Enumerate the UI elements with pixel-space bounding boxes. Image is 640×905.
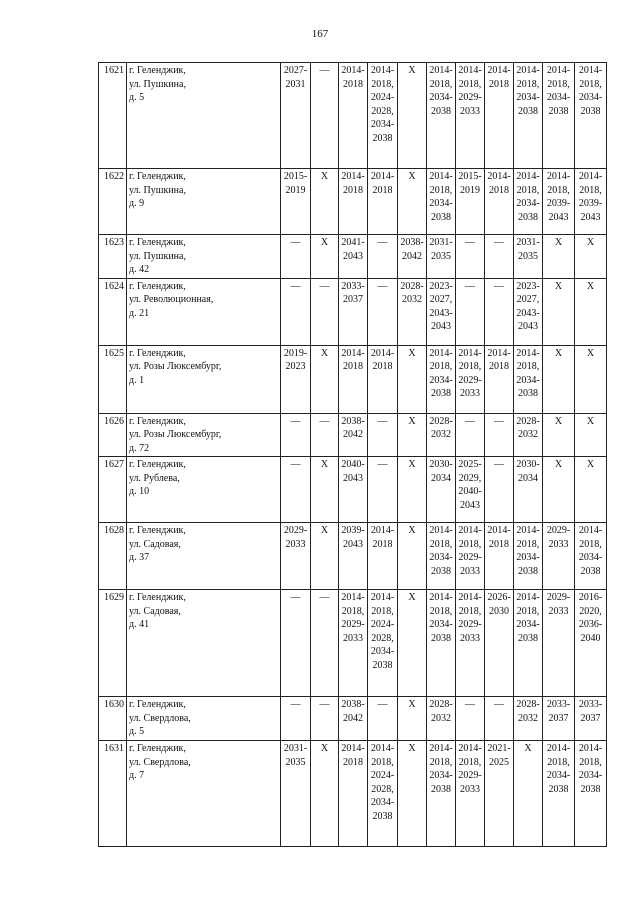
- address-cell: [127, 590, 281, 697]
- address-cell: [127, 413, 281, 457]
- address-line: д. 72: [129, 442, 150, 454]
- period-cell: 2014- 2018: [368, 523, 398, 590]
- period-cell: —: [456, 235, 485, 279]
- period-cell: 2014- 2018: [485, 63, 514, 169]
- period-cell: X: [543, 235, 575, 279]
- period-cell: —: [281, 235, 311, 279]
- period-cell: X: [311, 169, 339, 235]
- address-cell: [127, 63, 281, 169]
- period-cell: —: [456, 278, 485, 345]
- period-cell: X: [398, 590, 427, 697]
- period-cell: 2028- 2032: [427, 697, 456, 741]
- period-cell: 2014- 2018, 2034- 2038: [427, 169, 456, 235]
- period-cell: X: [398, 345, 427, 413]
- period-cell: 2031- 2035: [281, 741, 311, 847]
- period-cell: —: [485, 457, 514, 523]
- period-cell: 2014- 2018, 2034- 2038: [514, 169, 543, 235]
- address-line: ул. Рублева,: [129, 472, 180, 484]
- period-cell: 2030- 2034: [427, 457, 456, 523]
- period-cell: 2014- 2018: [339, 169, 368, 235]
- period-cell: 2030- 2034: [514, 457, 543, 523]
- period-cell: 2014- 2018, 2029- 2033: [456, 523, 485, 590]
- period-cell: 2031- 2035: [514, 235, 543, 279]
- address-line: д. 21: [129, 307, 150, 319]
- period-cell: 2014- 2018: [368, 345, 398, 413]
- period-cell: 2014- 2018, 2034- 2038: [514, 63, 543, 169]
- address-line: ул. Розы Люксембург,: [129, 429, 222, 440]
- address-line: г. Геленджик,: [129, 525, 186, 536]
- period-cell: X: [575, 457, 607, 523]
- table-row: [99, 741, 607, 847]
- period-cell: 2027- 2031: [281, 63, 311, 169]
- period-cell: —: [281, 457, 311, 523]
- period-cell: X: [311, 457, 339, 523]
- period-cell: 2023- 2027, 2043- 2043: [427, 278, 456, 345]
- period-cell: 2038- 2042: [398, 235, 427, 279]
- address-line: д. 42: [129, 264, 150, 275]
- period-cell: X: [575, 235, 607, 279]
- period-cell: —: [281, 413, 311, 457]
- row-number-cell: 1629: [99, 590, 127, 697]
- row-number-cell: 1628: [99, 523, 127, 590]
- address-cell: [127, 741, 281, 847]
- period-cell: 2014- 2018: [339, 741, 368, 847]
- address-line: д. 41: [129, 619, 150, 630]
- address-line: д. 5: [129, 92, 145, 103]
- period-cell: 2014- 2018, 2034- 2038: [543, 741, 575, 847]
- table-row: [99, 457, 607, 523]
- table-row: [99, 413, 607, 457]
- period-cell: X: [575, 345, 607, 413]
- period-cell: 2014- 2018, 2029- 2033: [456, 63, 485, 169]
- row-number-cell: 1626: [99, 413, 127, 457]
- row-number-cell: 1622: [99, 169, 127, 235]
- address-line: ул. Пушкина,: [129, 78, 186, 90]
- page-number: 167: [311, 28, 329, 40]
- period-cell: 2014- 2018, 2034- 2038: [427, 523, 456, 590]
- period-cell: 2014- 2018: [339, 345, 368, 413]
- address-cell: [127, 345, 281, 413]
- address-line: д. 37: [129, 552, 150, 563]
- period-cell: 2014- 2018, 2034- 2038: [514, 345, 543, 413]
- period-cell: —: [281, 697, 311, 741]
- period-cell: X: [398, 741, 427, 847]
- period-cell: —: [456, 697, 485, 741]
- period-cell: 2014- 2018: [368, 169, 398, 235]
- address-cell: [127, 457, 281, 523]
- period-cell: 2014- 2018: [485, 169, 514, 235]
- address-line: ул. Садовая,: [129, 605, 181, 617]
- row-number-cell: 1627: [99, 457, 127, 523]
- row-number-cell: 1621: [99, 63, 127, 169]
- period-cell: 2014- 2018, 2034- 2038: [427, 63, 456, 169]
- period-cell: X: [398, 523, 427, 590]
- period-cell: 2014- 2018, 2024- 2028, 2034- 2038: [368, 590, 398, 697]
- period-cell: 2014- 2018, 2039- 2043: [575, 169, 607, 235]
- period-cell: 2028- 2032: [514, 413, 543, 457]
- period-cell: 2029- 2033: [543, 590, 575, 697]
- address-line: г. Геленджик,: [129, 459, 186, 470]
- period-cell: 2041- 2043: [339, 235, 368, 279]
- row-number-cell: 1631: [99, 741, 127, 847]
- period-cell: 2014- 2018, 2034- 2038: [427, 345, 456, 413]
- period-cell: —: [485, 697, 514, 741]
- period-cell: —: [368, 457, 398, 523]
- period-cell: X: [543, 457, 575, 523]
- period-cell: —: [311, 63, 339, 169]
- period-cell: —: [485, 235, 514, 279]
- address-line: д. 5: [129, 726, 145, 737]
- table-row: [99, 169, 607, 235]
- period-cell: 2014- 2018, 2039- 2043: [543, 169, 575, 235]
- address-line: ул. Садовая,: [129, 538, 181, 550]
- period-cell: 2039- 2043: [339, 523, 368, 590]
- period-cell: X: [398, 413, 427, 457]
- period-cell: 2026- 2030: [485, 590, 514, 697]
- period-cell: 2014- 2018, 2034- 2038: [514, 590, 543, 697]
- period-cell: X: [398, 169, 427, 235]
- period-cell: —: [281, 278, 311, 345]
- period-cell: 2038- 2042: [339, 413, 368, 457]
- table-row: [99, 697, 607, 741]
- address-line: ул. Пушкина,: [129, 250, 186, 262]
- table-row: [99, 235, 607, 279]
- period-cell: —: [485, 278, 514, 345]
- period-cell: X: [514, 741, 543, 847]
- period-cell: 2029- 2033: [281, 523, 311, 590]
- period-cell: 2015- 2019: [456, 169, 485, 235]
- period-cell: 2014- 2018, 2034- 2038: [514, 523, 543, 590]
- period-cell: 2014- 2018, 2034- 2038: [427, 590, 456, 697]
- period-cell: X: [398, 697, 427, 741]
- table-row: [99, 345, 607, 413]
- period-cell: X: [543, 278, 575, 345]
- table-row: [99, 590, 607, 697]
- address-line: г. Геленджик,: [129, 592, 186, 603]
- address-line: г. Геленджик,: [129, 280, 186, 292]
- period-cell: 2014- 2018, 2029- 2033: [339, 590, 368, 697]
- period-cell: 2023- 2027, 2043- 2043: [514, 278, 543, 345]
- period-cell: 2021- 2025: [485, 741, 514, 847]
- address-line: ул. Революционная,: [129, 294, 214, 305]
- period-cell: X: [543, 413, 575, 457]
- period-cell: —: [311, 697, 339, 741]
- period-cell: 2014- 2018, 2034- 2038: [575, 523, 607, 590]
- address-line: ул. Свердлова,: [129, 756, 191, 768]
- address-line: д. 7: [129, 770, 145, 781]
- period-cell: 2014- 2018: [339, 63, 368, 169]
- address-cell: [127, 523, 281, 590]
- period-cell: X: [543, 345, 575, 413]
- period-cell: 2014- 2018, 2034- 2038: [427, 741, 456, 847]
- address-line: д. 9: [129, 198, 145, 209]
- period-cell: X: [311, 345, 339, 413]
- period-cell: 2031- 2035: [427, 235, 456, 279]
- address-cell: [127, 169, 281, 235]
- period-cell: 2025- 2029, 2040- 2043: [456, 457, 485, 523]
- period-cell: 2014- 2018, 2034- 2038: [575, 741, 607, 847]
- row-number-cell: 1624: [99, 278, 127, 345]
- period-cell: 2033- 2037: [339, 278, 368, 345]
- address-line: г. Геленджик,: [129, 171, 186, 182]
- period-cell: 2014- 2018, 2029- 2033: [456, 345, 485, 413]
- period-cell: X: [575, 278, 607, 345]
- period-cell: —: [368, 278, 398, 345]
- period-cell: 2028- 2032: [514, 697, 543, 741]
- address-line: г. Геленджик,: [129, 415, 186, 427]
- address-line: ул. Пушкина,: [129, 184, 186, 196]
- period-cell: 2029- 2033: [543, 523, 575, 590]
- period-cell: 2014- 2018, 2034- 2038: [575, 63, 607, 169]
- period-cell: 2015- 2019: [281, 169, 311, 235]
- address-line: д. 10: [129, 486, 150, 497]
- period-cell: X: [311, 741, 339, 847]
- period-cell: —: [368, 413, 398, 457]
- period-cell: 2019- 2023: [281, 345, 311, 413]
- address-line: г. Геленджик,: [129, 237, 186, 248]
- period-cell: —: [368, 697, 398, 741]
- period-cell: 2014- 2018: [485, 345, 514, 413]
- period-cell: 2028- 2032: [398, 278, 427, 345]
- address-line: д. 1: [129, 374, 145, 386]
- period-cell: 2014- 2018, 2024- 2028, 2034- 2038: [368, 741, 398, 847]
- address-line: г. Геленджик,: [129, 699, 186, 710]
- period-cell: —: [456, 413, 485, 457]
- period-cell: —: [485, 413, 514, 457]
- table-row: [99, 63, 607, 169]
- period-cell: —: [281, 590, 311, 697]
- address-line: ул. Свердлова,: [129, 712, 191, 724]
- address-line: г. Геленджик,: [129, 743, 186, 754]
- period-cell: 2016- 2020, 2036- 2040: [575, 590, 607, 697]
- period-cell: 2014- 2018, 2034- 2038: [543, 63, 575, 169]
- period-cell: 2014- 2018: [485, 523, 514, 590]
- address-line: ул. Розы Люксембург,: [129, 361, 222, 372]
- period-cell: 2033- 2037: [575, 697, 607, 741]
- row-number-cell: 1630: [99, 697, 127, 741]
- period-cell: 2014- 2018, 2024- 2028, 2034- 2038: [368, 63, 398, 169]
- period-cell: X: [398, 457, 427, 523]
- period-cell: X: [398, 63, 427, 169]
- address-line: г. Геленджик,: [129, 347, 186, 359]
- period-cell: 2038- 2042: [339, 697, 368, 741]
- address-cell: [127, 235, 281, 279]
- period-cell: 2014- 2018, 2029- 2033: [456, 741, 485, 847]
- period-cell: 2040- 2043: [339, 457, 368, 523]
- period-cell: 2028- 2032: [427, 413, 456, 457]
- period-cell: X: [575, 413, 607, 457]
- period-cell: —: [311, 413, 339, 457]
- row-number-cell: 1625: [99, 345, 127, 413]
- table-row: [99, 278, 607, 345]
- row-number-cell: 1623: [99, 235, 127, 279]
- period-cell: —: [311, 278, 339, 345]
- period-cell: —: [311, 590, 339, 697]
- table-row: [99, 523, 607, 590]
- address-cell: [127, 697, 281, 741]
- address-cell: [127, 278, 281, 345]
- housing-repair-schedule-table: [98, 62, 607, 847]
- address-line: г. Геленджик,: [129, 65, 186, 76]
- period-cell: X: [311, 235, 339, 279]
- period-cell: 2033- 2037: [543, 697, 575, 741]
- period-cell: 2014- 2018, 2029- 2033: [456, 590, 485, 697]
- period-cell: —: [368, 235, 398, 279]
- period-cell: X: [311, 523, 339, 590]
